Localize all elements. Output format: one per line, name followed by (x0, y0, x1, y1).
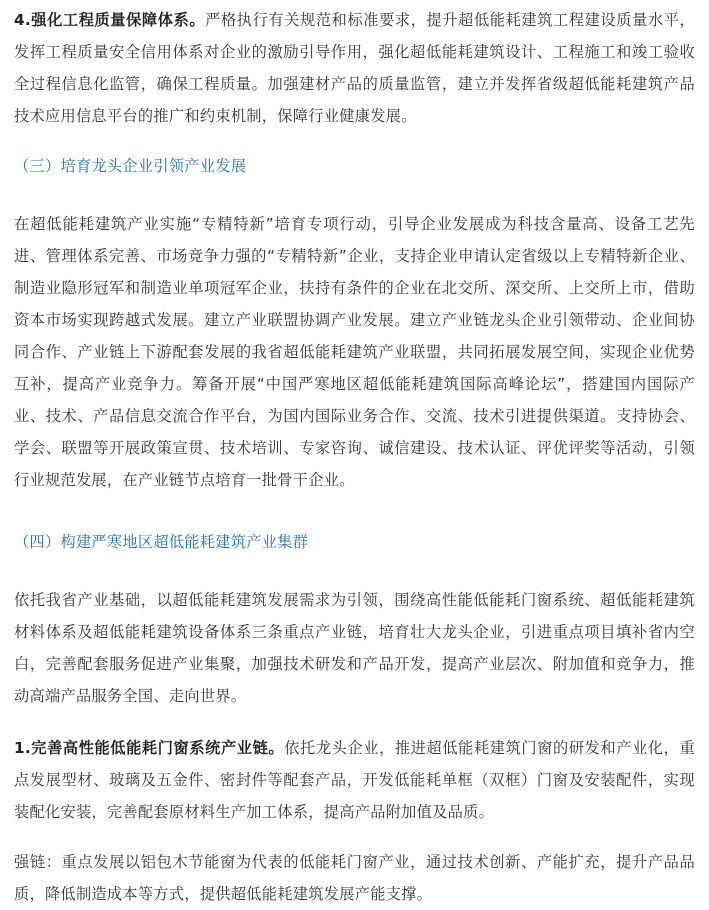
paragraph-lead: 1.完善高性能低能耗门窗系统产业链。 (14, 739, 285, 757)
paragraph-quality-assurance (14, 4, 695, 132)
paragraph-lead: 4.强化工程质量保障体系。 (14, 11, 206, 29)
paragraph-window-chain (14, 732, 695, 828)
paragraph-strengthen-chain: 强链：重点发展以铝包木节能窗为代表的低能耗门窗产业，通过技术创新、产能扩充，提升产品品质，降低制造成本等方式，提供超低能耗建筑发展产能支撑。 (14, 853, 695, 903)
paragraph-industry-cluster: 依托我省产业基础，以超低能耗建筑发展需求为引领，围绕高性能低能耗门窗系统、超低能耗建筑材料体系及超低能耗建筑设备体系三条重点产业链，培育壮大龙头企业，引进重点项目填补省内空白，完善配套服务促进产业集聚，加强技术研发和产品开发，提高产业层次、附加值和竞争力，推动高端产品服务全国、走向世界。 (14, 591, 695, 705)
section-heading-leading-enterprises: （三）培育龙头企业引领产业发展 (14, 157, 247, 175)
paragraph-leading-enterprises: 在超低能耗建筑产业实施“专精特新”培育专项行动，引导企业发展成为科技含量高、设备工艺先进、管理体系完善、市场竞争力强的“专精特新”企业，支持企业申请认定省级以上专精特新企业、制造业隐形冠军和制造业单项冠军企业，扶持有条件的企业在北交所、深交所、上交所上市，借助资本市场实现跨越式发展。建立产业联盟协调产业发展。建立产业链龙头企业引领带动、企业间协同合作、产业链上下游配套发展的我省超低能耗建筑产业联盟，共同拓展发展空间，实现企业优势互补，提高产业竞争力。筹备开展“中国严寒地区超低能耗建筑国际高峰论坛”，搭建国内国际产业、技术、产品信息交流合作平台，为国内国际业务合作、交流、技术引进提供渠道。支持协会、学会、联盟等开展政策宣贯、技术培训、专家咨询、诚信建设、技术认证、评优评奖等活动，引领行业规范发展，在产业链节点培育一批骨干企业。 (14, 215, 695, 489)
paragraph-text: 依托龙头企业，推进超低能耗建筑门窗的研发和产业化，重点发展型材、玻璃及五金件、密封件等配套产品，开发低能耗单框（双框）门窗及安装配件，实现装配化安装，完善配套原材料生产加工体系，提高产品附加值及品质。 (14, 739, 695, 821)
section-heading-industry-cluster: （四）构建严寒地区超低能耗建筑产业集群 (14, 533, 309, 551)
paragraph-text: 严格执行有关规范和标准要求，提升超低能耗建筑工程建设质量水平，发挥工程质量安全信用体系对企业的激励引导作用，强化超低能耗建筑设计、工程施工和竣工验收全过程信息化监管，确保工程质量。加强建材产品的质量监管，建立并发挥省级超低能耗建筑产品技术应用信息平台的推广和约束机制，保障行业健康发展。 (14, 11, 695, 125)
